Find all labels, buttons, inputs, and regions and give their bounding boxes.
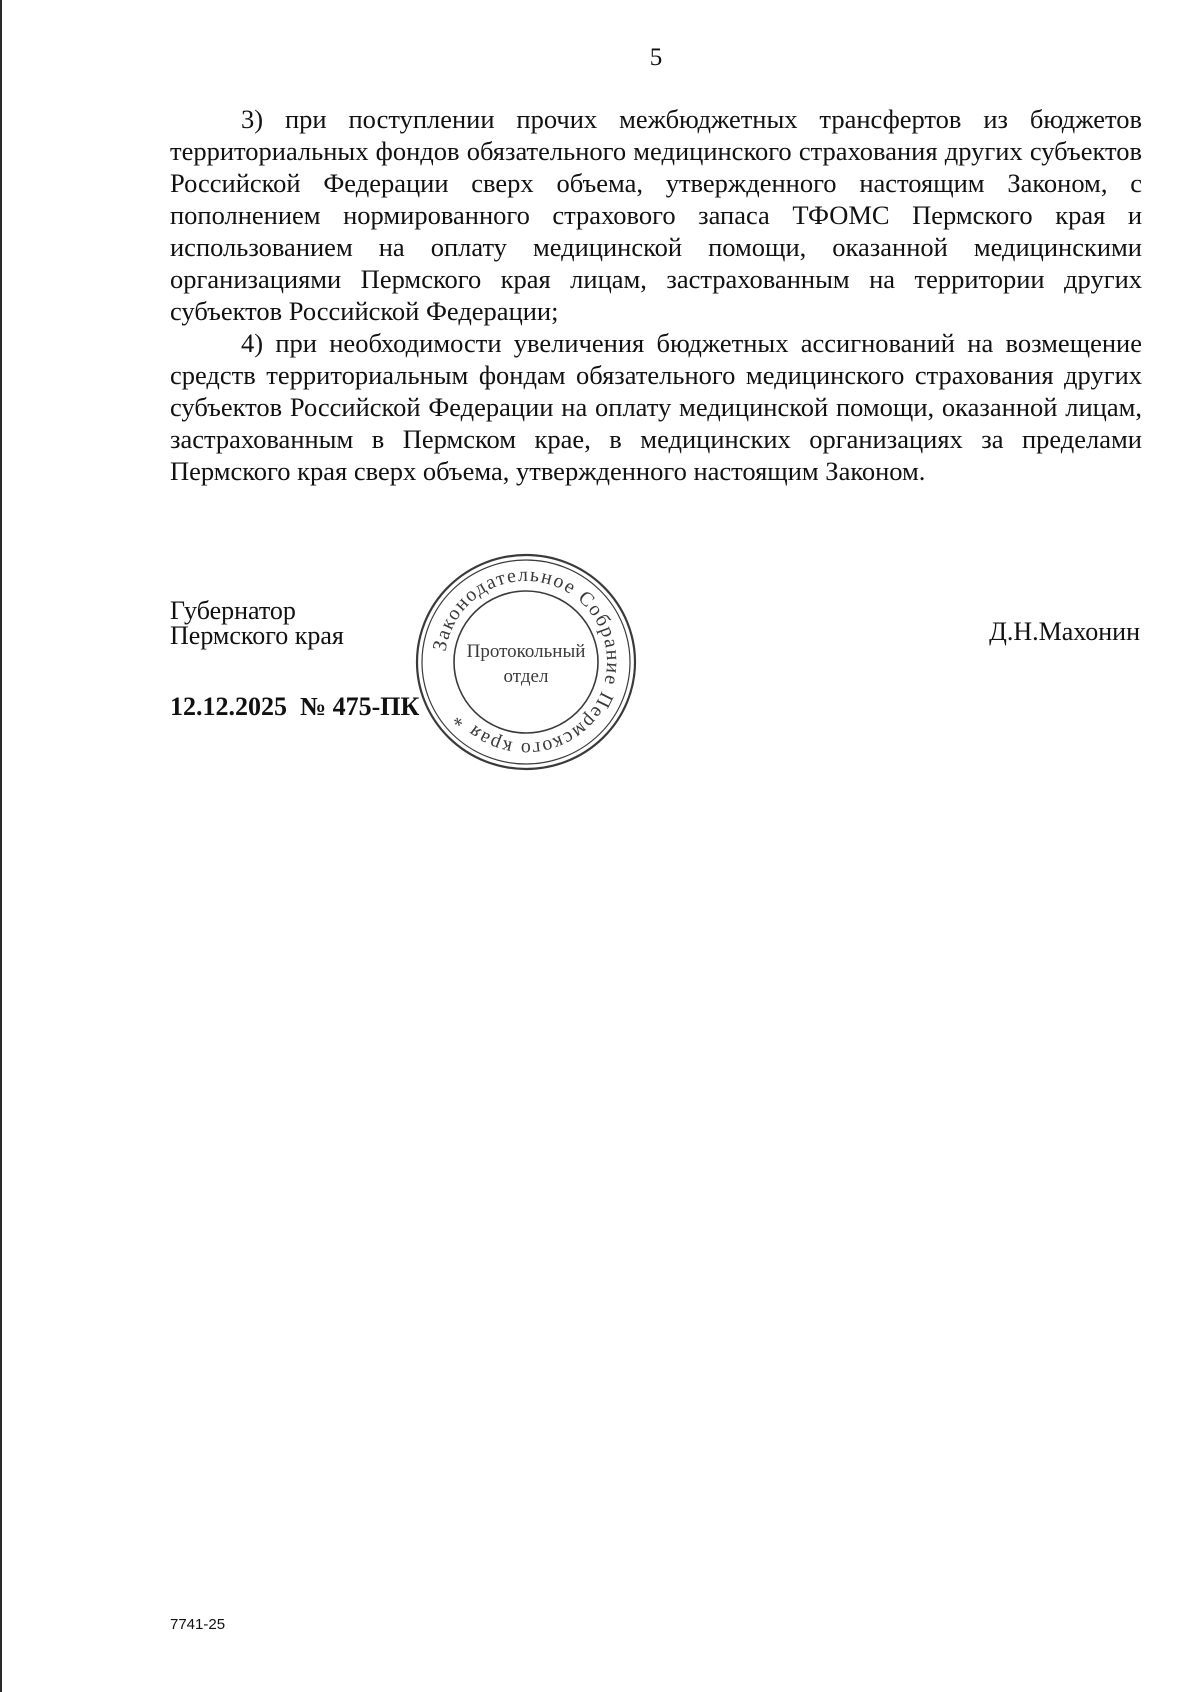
signatory-position-line2: Пермского края: [170, 621, 344, 650]
paragraph-item-4: 4) при необходимости увеличения бюджетных ассигнований на возмещение средств территориальным фондам обязательного медицинского страхования других субъектов Российской Федерации на оплату медицинской помощи, оказанной лицам, застрахованным в Пермском крае, в медицинских организациях за пределами Пермского края сверх объема, утвержденного настоящим Законом.: [170, 328, 1142, 486]
law-number: № 475-ПК: [300, 692, 420, 721]
law-date-number: [170, 692, 419, 722]
stamp-center-line1: Протокольный: [466, 641, 586, 662]
signatory-position-line1: Губернатор: [170, 596, 296, 625]
signatory-position: [170, 598, 344, 648]
document-code: 7741-25: [170, 1616, 226, 1633]
law-date: 12.12.2025: [170, 692, 287, 721]
signatory-name: Д.Н.Махонин: [989, 617, 1140, 646]
stamp-ring-text: Законодательное Собрание Пермского края *: [428, 563, 625, 761]
official-stamp: [413, 551, 639, 773]
page-number: 5: [649, 44, 663, 71]
document-body: [170, 103, 1142, 487]
stamp-center-line2: отдел: [503, 666, 549, 687]
paragraph-item-3: 3) при поступлении прочих межбюджетных трансфертов из бюджетов территориальных фондов обязательного медицинского страхования других субъектов Российской Федерации сверх объема, утвержденного настоящим Законом, с пополнением нормированного страхового запаса ТФОМС Пермского края и использованием на оплату медицинской помощи, оказанной медицинскими организациями Пермского края лицам, застрахованным на территории других субъектов Российской Федерации;: [170, 104, 1142, 326]
